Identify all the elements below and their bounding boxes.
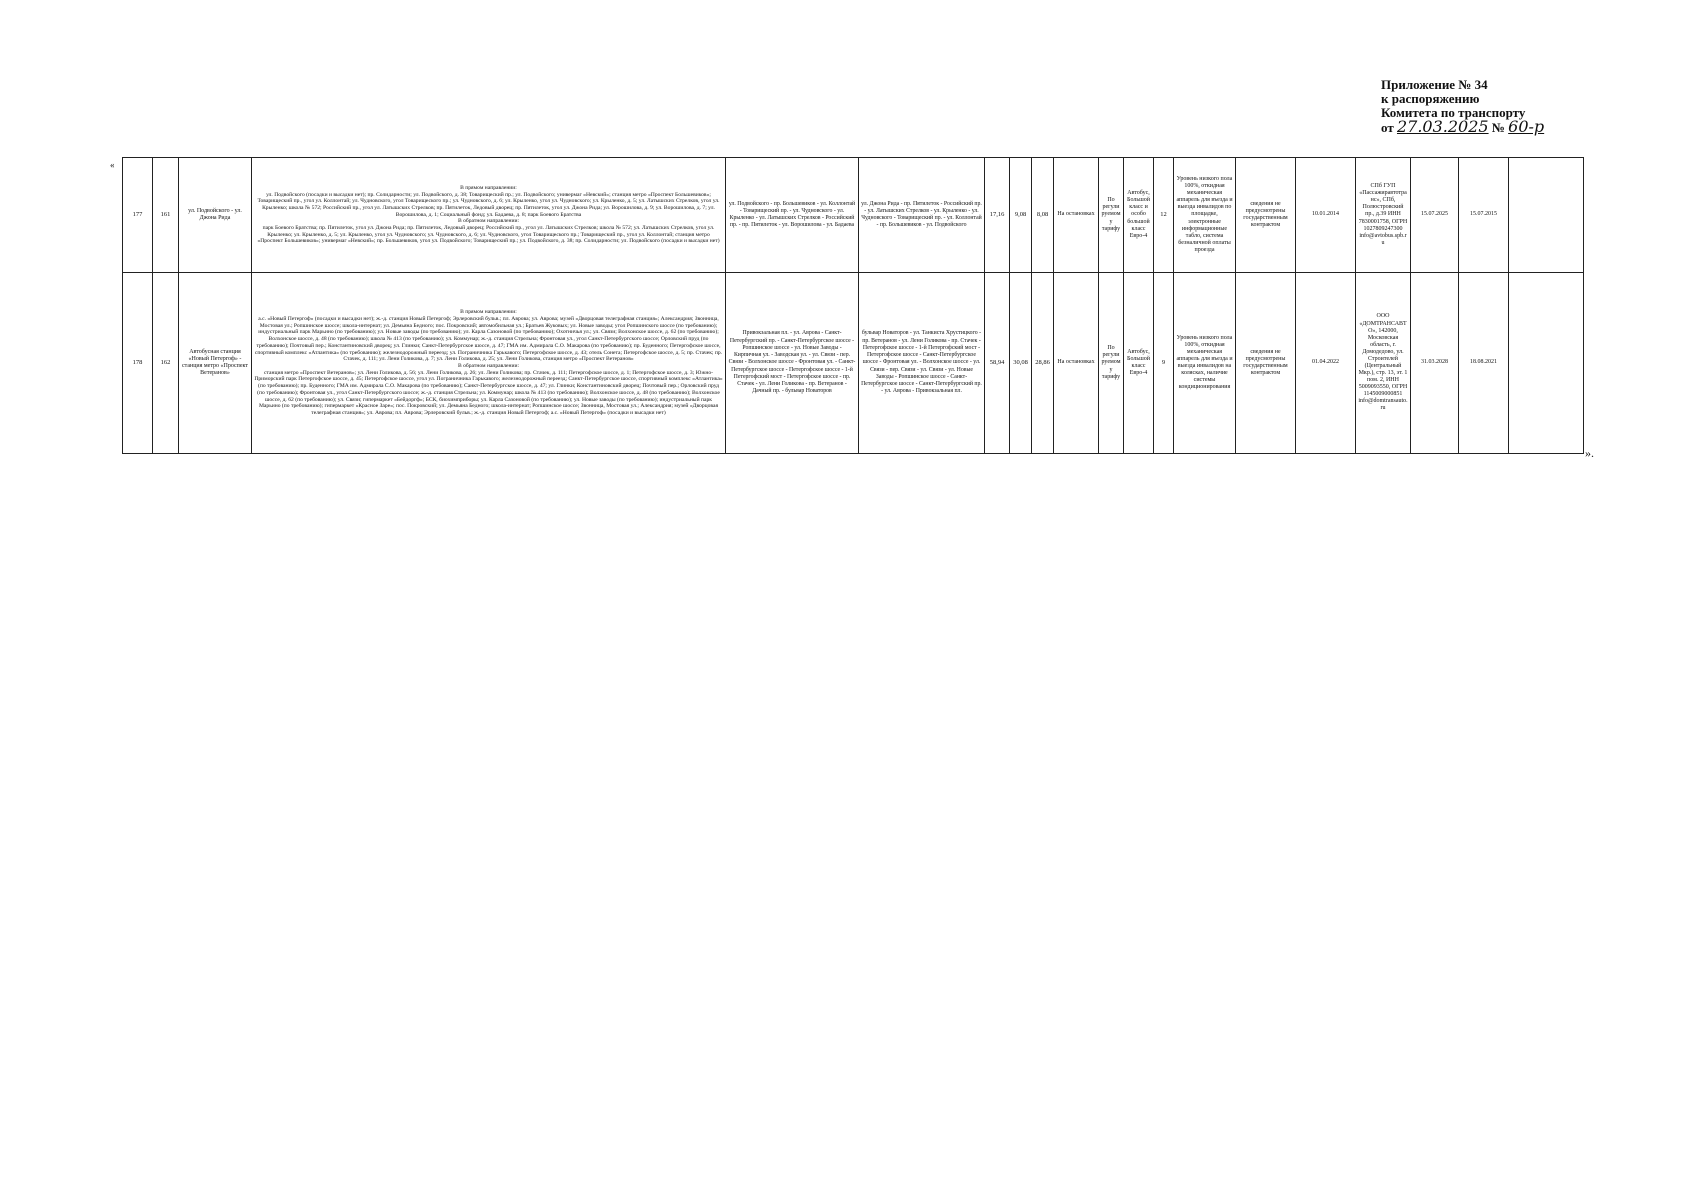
row-number: 177	[123, 158, 153, 273]
forward-stops: а.с. «Новый Петергоф» (посадки и высадки нет); ж.-д. станция Новый Петергоф; Эрлеровский бульв.; пл. Аврова; ул. Аврова; музей «Дворцовая телеграфная станция»; Александрия; Звонница, Мостовая ул.; Ропшинское шоссе; школа-интернат; ул. Демьяна Бедного; пос. Покровский; автомобильная ул.; Братьев Жуковых; ул. Новые заводы; угол Ропшинского шоссе (по требованию); индустриальный парк Марьино (по требованию); ул. Новые заводы (по требованию); ул. Карла Сазоновой (по требованию); Охотничья ул.; ул. Связи; Волхонское шоссе, д. 62 (по требованию); Волхонское шоссе, д. 48 (по требованию); школа № 413 (по требованию); ул. Коммунар; ж.-д. станция Стрельна; Фронтовая ул., угол Санкт-Петербургского шоссе; Орловский пруд (по требованию); Почтовый пер.; Константиновский дворец; ул. Глинки; Санкт-Петербургское шоссе, д. 47; ГМА им. Адмирала С.О. Макарова (по требованию); пр. Буденного; Петергофское шоссе, спортивный комплекс «Атлантика» (по требованию); железнодорожный переезд; ул. Пограничника Гарькавого; Петергофское шоссе, д. 43; отель Сонета; Петергофское шоссе, д. 5; пр. Стачек; пр. Стачек, д. 111; ул. Лени Голикова, д. 7; ул. Лени Голикова, д. 25; ул. Лени Голикова, станция метро «Проспект Ветеранов»	[254, 316, 723, 363]
tariff-type: По регулируемому тарифу	[1099, 273, 1124, 454]
route-path	[252, 273, 726, 454]
carrier-info: ООО «ДОМТРАНСАВТО», 142000, Московская область, г. Домодедово, ул. Строителей (Центральный Мкр.), стр. 13, эт. 1 пом. 2, ИНН 5009093550, ОГРН 1145009000851 info@domtransauto.ru	[1356, 273, 1411, 454]
committee-name: Комитета по транспорту	[1381, 105, 1526, 120]
route-path	[252, 158, 726, 273]
start-date: 10.01.2014	[1296, 158, 1356, 273]
streets-reverse: бульвар Новаторов - ул. Танкиста Хрустицкого - пр. Ветеранов - ул. Лени Голикова - пр. Стачек - Петергофское шоссе - 1-й Петергофский мост - Петергофское шоссе - Санкт-Петербургское шоссе - Фронтовая ул. - Волхонское шоссе - ул. Связи - пер. Связи - ул. Связи - ул. Новые Заводы - Ропшинское шоссе - Санкт-Петербургское шоссе - Санкт-Петербургский пр. - ул. Аврова - Привокзальная пл.	[859, 273, 985, 454]
date-prefix: от	[1381, 120, 1394, 135]
length-reverse: 8,08	[1032, 158, 1054, 273]
vehicle-characteristics: Уровень низкого пола 100%, откидная механическая аппарель для въезда и выезда инвалидов на колясках, наличие системы кондиционирования	[1174, 273, 1236, 454]
contract-start-date: 15.07.2015	[1459, 158, 1509, 273]
stop-order: На остановках	[1054, 158, 1099, 273]
row-number: 178	[123, 273, 153, 454]
streets-forward: ул. Подвойского - пр. Большевиков - ул. Коллонтай - Товарищеский пр. - ул. Чудновского - ул. Крыленко - ул. Латышских Стрелков - Российский пр. - пр. Пятилеток - ул. Ворошилова - ул. Бадаева	[726, 158, 859, 273]
contract-info: сведения не предусмотрены государственным контрактом	[1236, 273, 1296, 454]
number-prefix: №	[1491, 120, 1505, 135]
forward-stops: ул. Подвойского (посадки и высадки нет); пр. Солидарности; ул. Подвойского, д. 38; Товарищеский пр.; ул. Подвойского; универмаг «Невский»; станция метро «Проспект Большевиков»; Товарищеский пр., угол ул. Коллонтай; ул. Чудновского, угол Товарищеского пр.; ул. Чудновского, д. 6; ул. Крыленко, угол ул. Чудновского; ул. Крыленко, д. 5; ул. Латышских Стрелков, угол ул. Крыленко; школа № 572; Российский пр., угол ул. Латышских Стрелков; пр. Пятилеток, Ледовый дворец; пр. Пятилеток, угол ул. Джона Рида; ул. Ворошилова, д. 9; ул. Ворошилова, д. 7; ул. Ворошилова, д. 1; Социальный фонд; ул. Бадаева, д. 8; парк Боевого Братства	[257, 191, 720, 218]
length-forward: 30,08	[1010, 273, 1032, 454]
vehicle-count: 9	[1154, 273, 1174, 454]
forward-title: В прямом направлении:	[460, 184, 517, 191]
opening-quote: «	[110, 160, 115, 170]
vehicle-class: Автобус, Большой класс Евро-4	[1124, 273, 1154, 454]
stop-order: На остановках	[1054, 273, 1099, 454]
reverse-stops: парк Боевого Братства; пр. Пятилеток, угол ул. Джона Рида; пр. Пятилеток, Ледовый дворец; Российский пр., угол ул. Латышских Стрелков; школа № 572; ул. Латышских Стрелков, угол ул. Крыленко; ул. Крыленко, д. 5; ул. Крыленко, угол ул. Чудновского; ул. Чудновского, д. 6; ул. Чудновского, угол Товарищеского пр.; Товарищеский пр., угол ул. Коллонтай; станция метро «Проспект Большевиков»; универмаг «Невский»; пр. Большевиков, угол ул. Подвойского; Товарищеский пр.; ул. Подвойского, д. 38; пр. Солидарности; ул. Подвойского (посадки и высадки нет)	[257, 225, 720, 245]
closing-quote: ».	[1585, 446, 1594, 460]
contract-end-date: 31.03.2028	[1411, 273, 1459, 454]
order-number: 60-р	[1508, 117, 1545, 136]
length-total: 17,16	[985, 158, 1010, 273]
vehicle-count: 12	[1154, 158, 1174, 273]
route-number: 161	[153, 158, 179, 273]
contract-start-date: 18.08.2021	[1459, 273, 1509, 454]
length-total: 58,94	[985, 273, 1010, 454]
streets-forward: Привокзальная пл. - ул. Аврова - Санкт-Петербургский пр. - Санкт-Петербургское шоссе - Ропшинское шоссе - ул. Новые Заводы - Кирпичная ул. - Заводская ул. - ул. Связи - пер. Связи - Волхонское шоссе - Фронтовая ул. - Санкт-Петербургское шоссе - Петергофское шоссе - 1-й Петергофский мост - Петергофское шоссе - пр. Стачек - ул. Лени Голикова - пр. Ветеранов - Дачный пр. - бульвар Новаторов	[726, 273, 859, 454]
appendix-header	[1381, 78, 1611, 135]
routes-table	[122, 157, 1584, 454]
vehicle-class: Автобус, Большой класс и особо большой класс Евро-4	[1124, 158, 1154, 273]
order-date-line	[1381, 117, 1611, 136]
order-date: 27.03.2025	[1396, 117, 1489, 136]
length-reverse: 28,86	[1032, 273, 1054, 454]
length-forward: 9,08	[1010, 158, 1032, 273]
start-date: 01.04.2022	[1296, 273, 1356, 454]
reverse-title: В обратном направлении:	[457, 363, 520, 369]
table-row	[123, 158, 1584, 273]
extra-column	[1509, 273, 1584, 454]
contract-info: сведения не предусмотрены государственным контрактом	[1236, 158, 1296, 273]
carrier-info: СПб ГУП «Пассажиравтотранс», СПб, Полюстровский пр., д.39 ИНН 7830001758, ОГРН 1027809247300 info@avtobus.spb.ru	[1356, 158, 1411, 273]
tariff-type: По регулируемому тарифу	[1099, 158, 1124, 273]
table-row	[123, 273, 1584, 454]
order-reference: к распоряжению	[1381, 91, 1480, 106]
extra-column	[1509, 158, 1584, 273]
reverse-stops: станция метро «Проспект Ветеранов»; ул. Лени Голикова, д. 56; ул. Лени Голикова, д. 26; ул. Лени Голикова; пр. Стачек, д. 111; Петергофское шоссе, д. 1; Петергофское шоссе, д. 3; Южно-Приморский парк Петергофское шоссе, д. 45; Петергофское шоссе, угол ул. Пограничника Гарькавого; железнодорожный переезд; Санкт-Петербургское шоссе, спортивный комплекс «Атлантика» (по требованию); пр. Буденного; ГМА им. Адмирала С.О. Макарова (по требованию); Санкт-Петербургское шоссе, д. 47; ул. Глинки; Константиновский дворец; Почтовый пер.; Орловский пруд (по требованию); Фронтовая ул., угол Санкт-Петербургского шоссе; ж.-д. станция Стрельна; ул. Коммунар; школа № 413 (по требованию); Волхонское шоссе, д. 48 (по требованию); Волхонское шоссе, д. 62 (по требованию); ул. Связи; гипермаркет «Бейдоргф»; БСК, биохимприборы; ул. Карла Сазоновой (по требованию); ул. Новые заводы (по требованию); индустриальный парк Марьино (по требованию); гипермаркет «Красное Заре»; пос. Покровский; ул. Демьяна Бедного; школа-интернат; Ропшинское шоссе; Звонница, Мостовая ул.; Александрия; музей «Дворцовая телеграфная станция»; ул. Аврова; пл. Аврова; Эрлеровский бульв.; ж.-д. станция Новый Петергоф; а.с. «Новый Петергоф» (посадки и высадки нет)	[254, 369, 723, 416]
route-name: Автобусная станция «Новый Петергоф» - станция метро «Проспект Ветеранов»	[179, 273, 252, 454]
contract-end-date: 15.07.2025	[1411, 158, 1459, 273]
appendix-number: Приложение № 34	[1381, 77, 1488, 92]
route-name: ул. Подвойского - ул. Джона Рида	[179, 158, 252, 273]
route-number: 162	[153, 273, 179, 454]
forward-title: В прямом направлении:	[460, 309, 517, 316]
reverse-title: В обратном направлении:	[457, 218, 520, 225]
vehicle-characteristics: Уровень низкого пола 100%, откидная механическая аппарель для въезда и выезда инвалидов по площадке, электронные информационные табло, система безналичной оплаты проезда	[1174, 158, 1236, 273]
streets-reverse: ул. Джона Рида - пр. Пятилеток - Российский пр. - ул. Латышских Стрелков - ул. Крыленко - ул. Чудновского - Товарищеский пр. - ул. Коллонтай - пр. Большевиков - ул. Подвойского	[859, 158, 985, 273]
